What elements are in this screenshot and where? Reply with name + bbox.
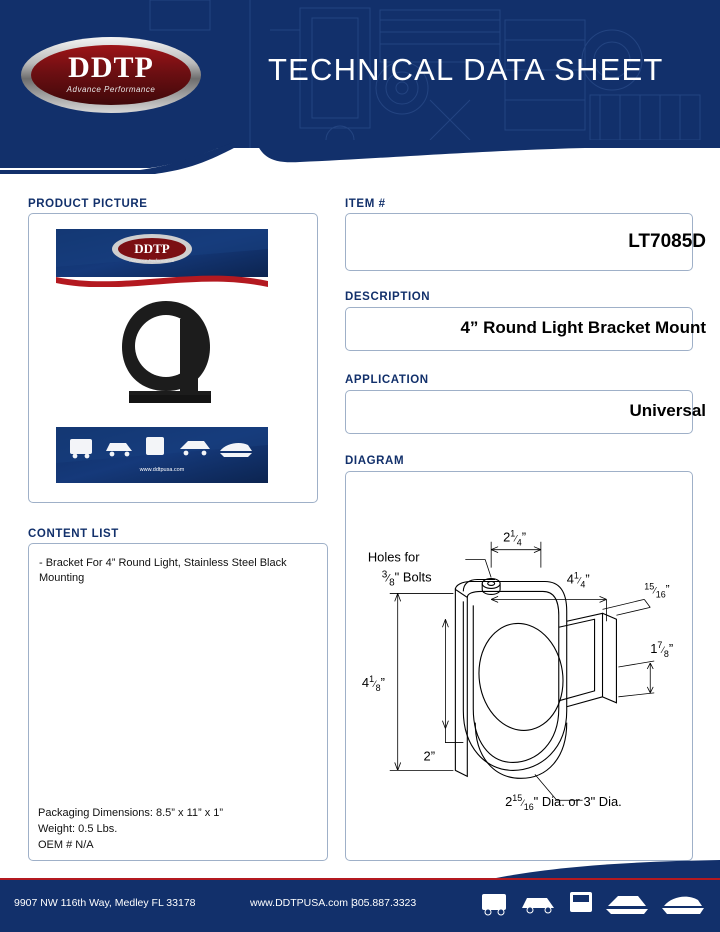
holes-callout-line2: $^3_{⁄8}$" Bolts bbox=[381, 569, 432, 589]
product-package-image bbox=[34, 219, 312, 497]
car-icon bbox=[522, 898, 554, 913]
packaging-dimensions: Packaging Dimensions: 8.5” x 11” x 1” bbox=[38, 807, 224, 819]
dim-inner: 2” bbox=[423, 748, 436, 764]
excavator-icon bbox=[662, 897, 704, 914]
truck-icon bbox=[482, 894, 506, 915]
application-label: APPLICATION bbox=[345, 374, 429, 386]
dim-bottom: $2^{15}_{⁄16}$" Dia. or 3" Dia. bbox=[505, 793, 622, 813]
packaging-info bbox=[38, 805, 223, 853]
svg-text:www.ddtpusa.com: www.ddtpusa.com bbox=[139, 467, 185, 473]
package-artwork bbox=[34, 219, 312, 497]
product-picture-box bbox=[28, 213, 318, 503]
dim-middle: $4^1_{⁄4}$” bbox=[566, 570, 590, 590]
page-title: TECHNICAL DATA SHEET bbox=[268, 52, 664, 87]
footer-address: 9907 NW 116th Way, Medley FL 33178 bbox=[14, 897, 196, 909]
content-list-label: CONTENT LIST bbox=[28, 528, 119, 540]
bus-icon bbox=[570, 892, 592, 912]
dim-top: $2^1_{⁄4}$” bbox=[503, 528, 527, 548]
logo-wordmark: DDTP bbox=[68, 51, 154, 84]
footer-vehicle-icons bbox=[478, 886, 708, 918]
diagram-box bbox=[345, 471, 693, 861]
oem-number: OEM # N/A bbox=[38, 839, 94, 851]
item-number-value: LT7085D bbox=[628, 231, 706, 252]
application-value: Universal bbox=[629, 401, 706, 420]
footer-phone[interactable]: 305.887.3323 bbox=[352, 897, 417, 909]
bracket-technical-drawing bbox=[346, 472, 692, 860]
svg-text:Advance Performance: Advance Performance bbox=[129, 258, 175, 263]
dim-right-upper: $^{15}_{⁄16}$” bbox=[644, 581, 670, 600]
description-label: DESCRIPTION bbox=[345, 291, 431, 303]
ddtp-logo bbox=[20, 35, 202, 115]
dim-left: $4^1_{⁄8}$” bbox=[361, 673, 385, 693]
footer-website[interactable]: www.DDTPUSA.com | bbox=[250, 897, 354, 909]
logo-tagline: Advance Performance bbox=[66, 85, 156, 94]
boat-icon bbox=[606, 896, 648, 914]
dim-right-lower: $1^7_{⁄8}$” bbox=[650, 640, 674, 660]
svg-text:DDTP: DDTP bbox=[134, 241, 170, 256]
item-number-label: ITEM # bbox=[345, 198, 386, 210]
header-swoosh-divider bbox=[0, 140, 720, 184]
list-item: - Bracket For 4” Round Light, Stainless Steel Black Mounting bbox=[39, 557, 287, 584]
description-value: 4” Round Light Bracket Mount bbox=[460, 318, 706, 337]
product-picture-label: PRODUCT PICTURE bbox=[28, 198, 148, 210]
diagram-label: DIAGRAM bbox=[345, 455, 405, 467]
holes-callout-line1: Holes for bbox=[367, 549, 420, 565]
packaging-weight: Weight: 0.5 Lbs. bbox=[38, 823, 118, 835]
page-header bbox=[0, 0, 720, 148]
